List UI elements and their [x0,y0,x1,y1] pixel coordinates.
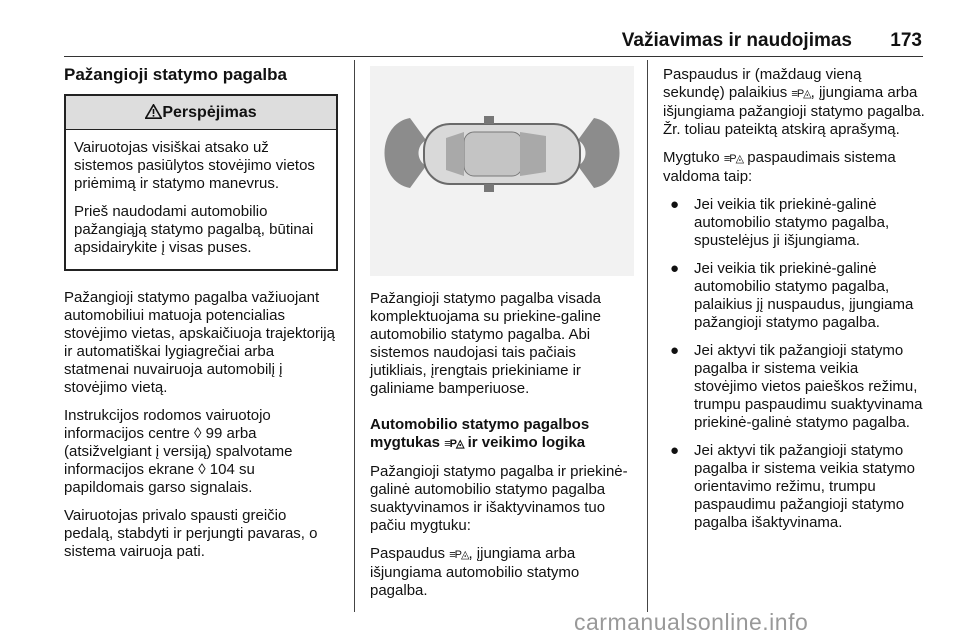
bullet-icon: ● [670,196,680,213]
list-item: ● Jei veikia tik priekinė-galinė automobilio statymo pagalba, palaikius jį nuspaudus, įjungiama pažangioji statymo pagalba. [670,260,914,331]
column-middle [370,66,634,610]
column-divider [647,60,648,612]
car-parking-sensors-illustration [370,66,634,276]
bullet-list [663,196,925,532]
car-parking-sensors-icon [370,66,634,276]
subheading: Automobilio statymo pagalbos mygtukas ≡P◬ ir veikimo logika [370,416,590,451]
body-paragraph: Pažangioji statymo pagalba visada komplektuojama su priekine-galine automobilio statymo pagalba. Abi sistemos naudojasi tais pačiais jutikliais, įrengtais priekiniame ir galiniame bamperiuose. [370,290,601,397]
bullet-icon: ● [670,260,680,277]
warning-header [66,96,336,130]
list-item: ● Jei veikia tik priekinė-galinė automobilio statymo pagalba, spustelėjus ji išjungiama. [670,196,890,249]
body-paragraph: Paspaudus ir (maždaug vieną sekundę) palaikius ≡P◬, įjungiama arba išjungiama pažangioji statymo pagalba. Žr. toliau pateiktą atskirą aprašymą. [663,66,925,138]
column-divider [354,60,355,612]
list-item: ● Jei aktyvi tik pažangioji statymo pagalba ir sistema veikia stovėjimo vietos paieškos režimu, trumpu paspaudimu suaktyvinama priekinė-galinė statymo pagalba. [670,342,923,431]
column-left [64,66,338,571]
section-title: Pažangioji statymo pagalba [64,65,287,84]
body-paragraph: Instrukcijos rodomos vairuotojo informacijos centre ◊ 99 arba (atsižvelgiant į versiją) spalvotame informacijos ekrane ◊ 104 su papildomais garso signalais. [64,407,293,496]
warning-title: Perspėjimas [162,104,257,121]
body-paragraph: Mygtuko ≡P◬ paspaudimais sistema valdoma taip: [663,149,896,185]
body-paragraph: Paspaudus ≡P◬, įjungiama arba išjungiama automobilio statymo pagalba. [370,545,580,599]
bullet-icon: ● [670,342,680,359]
body-paragraph: Pažangioji statymo pagalba važiuojant automobiliui matuoja potencialias stovėjimo vietas, apskaičiuoja trajektoriją ir automatiškai lygiagrečiai arba statmenai nuvairuoja automobilį į stovėjimo vietą. [64,289,335,396]
parking-button-icon: ≡P◬ [791,88,811,100]
warning-triangle-icon [145,104,162,119]
parking-button-icon: ≡P◬ [449,549,469,561]
column-right [663,66,925,542]
list-item: ● Jei aktyvi tik pažangioji statymo pagalba ir sistema veikia statymo orientavimo režimu, trumpu paspaudimu pažangioji statymo pagalba išaktyvinama. [670,442,915,531]
body-paragraph: Vairuotojas privalo spausti greičio pedalą, stabdyti ir perjungti pavaras, o sistema vairuoja pati. [64,507,318,560]
page-number: 173 [890,30,922,51]
warning-text: Vairuotojas visiškai atsako už sistemos pasiūlytos stovėjimo vietos priėmimą ir statymo manevrus. [74,139,315,192]
bullet-icon: ● [670,442,680,459]
warning-body [66,130,336,269]
header-rule [64,56,923,57]
parking-button-icon: ≡P◬ [723,153,744,165]
header-title: Važiavimas ir naudojimas [621,30,852,51]
warning-text: Prieš naudodami automobilio pažangiąją statymo pagalbą, būtinai apsidairykite į visas puses. [74,203,314,256]
parking-button-icon: ≡P◬ [444,438,464,450]
body-paragraph: Pažangioji statymo pagalba ir priekinė-galinė automobilio statymo pagalba suaktyvinamos ir išaktyvinamos tuo pačiu mygtuku: [370,463,628,534]
warning-box [64,94,338,271]
watermark: carmanualsonline.info [574,609,809,635]
